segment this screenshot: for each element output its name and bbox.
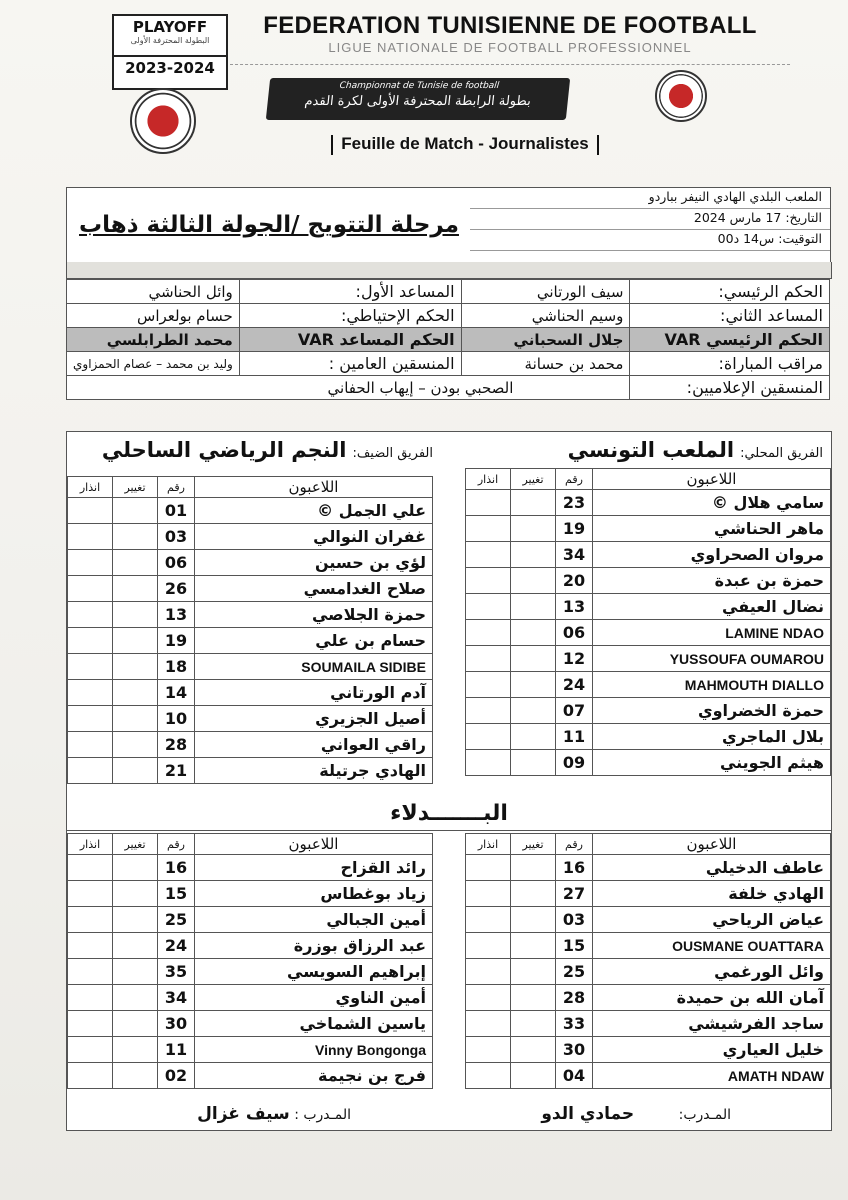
officials-row [67, 304, 830, 328]
official-value: محمد بن حسانة [461, 352, 630, 376]
player-name: وائل الورغمي [593, 959, 831, 985]
player-row [466, 490, 831, 516]
substitution-cell [113, 758, 158, 784]
warning-cell [466, 1063, 511, 1089]
player-name: Vinny Bongonga [195, 1037, 433, 1063]
warning-column-header: انذار [466, 469, 511, 490]
substitution-cell [511, 855, 556, 881]
official-value: وليد بن محمد – عصام الحمزاوي [67, 352, 240, 376]
player-name: MAHMOUTH DIALLO [593, 672, 831, 698]
player-row [68, 855, 433, 881]
number-column-header: رقم [556, 834, 593, 855]
players-column-header: اللاعبون [195, 477, 433, 498]
warning-cell [68, 881, 113, 907]
player-number: 27 [556, 881, 593, 907]
warning-cell [68, 550, 113, 576]
player-number: 13 [158, 602, 195, 628]
substitution-cell [511, 646, 556, 672]
player-name: عياض الرياحي [593, 907, 831, 933]
official-value: وائل الحناشي [67, 280, 240, 304]
player-row [68, 576, 433, 602]
player-name: نضال العيفي [593, 594, 831, 620]
player-number: 19 [158, 628, 195, 654]
ftf-logo-icon [130, 88, 196, 154]
substitution-cell [113, 706, 158, 732]
warning-cell [68, 933, 113, 959]
player-name: رائد القزاح [195, 855, 433, 881]
divider [230, 64, 790, 65]
player-name: غفران النوالي [195, 524, 433, 550]
official-label: المنسقين العامين : [239, 352, 461, 376]
warning-cell [68, 498, 113, 524]
player-name: مروان الصحراوي [593, 542, 831, 568]
home-coach-name: حمادي الدو [541, 1104, 635, 1124]
home-coach-label: المـدرب: [678, 1107, 731, 1123]
player-row [466, 1063, 831, 1089]
warning-cell [466, 1037, 511, 1063]
championship-banner [266, 78, 570, 120]
warning-cell [466, 855, 511, 881]
warning-cell [466, 907, 511, 933]
player-number: 04 [556, 1063, 593, 1089]
warning-cell [68, 654, 113, 680]
player-name: YUSSOUFA OUMAROU [593, 646, 831, 672]
warning-cell [466, 620, 511, 646]
player-row [68, 524, 433, 550]
official-label: الحكم الرئيسي VAR [630, 328, 830, 352]
players-column-header: اللاعبون [593, 469, 831, 490]
warning-cell [466, 1011, 511, 1037]
player-number: 03 [158, 524, 195, 550]
player-number: 30 [158, 1011, 195, 1037]
warning-cell [466, 490, 511, 516]
player-number: 35 [158, 959, 195, 985]
warning-cell [68, 602, 113, 628]
substitution-cell [113, 1063, 158, 1089]
substitution-cell [113, 985, 158, 1011]
player-name: أمين الناوي [195, 985, 433, 1011]
warning-cell [466, 724, 511, 750]
substitution-cell [511, 490, 556, 516]
players-header-row [466, 834, 831, 855]
players-header-row [68, 834, 433, 855]
substitution-cell [113, 959, 158, 985]
warning-cell [68, 758, 113, 784]
player-row [466, 1011, 831, 1037]
player-row [68, 654, 433, 680]
player-number: 28 [556, 985, 593, 1011]
home-team-label: الفريق المحلي: [740, 446, 823, 461]
official-value-text: الصحبي بودن – إيهاب الحفاني [327, 378, 514, 397]
player-number: 34 [158, 985, 195, 1011]
player-number: 19 [556, 516, 593, 542]
substitution-cell [511, 959, 556, 985]
player-row [68, 628, 433, 654]
substitution-cell [511, 672, 556, 698]
player-name: ماهر الحناشي [593, 516, 831, 542]
player-name: خليل العياري [593, 1037, 831, 1063]
warning-cell [68, 855, 113, 881]
player-row [68, 758, 433, 784]
player-name: LAMINE NDAO [593, 620, 831, 646]
official-label: مراقب المباراة: [630, 352, 830, 376]
player-number: 25 [158, 907, 195, 933]
substitution-cell [511, 1063, 556, 1089]
player-name: حمزة الخضراوي [593, 698, 831, 724]
round-box [66, 187, 472, 263]
separator-row [66, 262, 832, 279]
player-row [466, 516, 831, 542]
player-name: بلال الماجري [593, 724, 831, 750]
substitution-cell [113, 881, 158, 907]
player-row [68, 680, 433, 706]
official-value: محمد الطرابلسي [67, 328, 240, 352]
league-logo-icon [655, 70, 707, 122]
number-column-header: رقم [158, 477, 195, 498]
substitution-cell [511, 1011, 556, 1037]
warning-cell [68, 628, 113, 654]
warning-cell [68, 680, 113, 706]
player-name: أصيل الجزيري [195, 706, 433, 732]
player-row [466, 750, 831, 776]
player-name: أمين الجبالي [195, 907, 433, 933]
player-name: حمزة بن عبدة [593, 568, 831, 594]
venue-box [470, 187, 831, 263]
home-subs-table [465, 833, 831, 1089]
player-number: 11 [556, 724, 593, 750]
player-row [466, 672, 831, 698]
player-row [466, 646, 831, 672]
player-name: الهادي خلفة [593, 881, 831, 907]
player-number: 07 [556, 698, 593, 724]
away-team-header [102, 438, 433, 462]
player-number: 25 [556, 959, 593, 985]
away-coach-label: المـدرب : [294, 1107, 351, 1123]
home-starters-table [465, 468, 831, 776]
player-number: 13 [556, 594, 593, 620]
substitution-cell [113, 907, 158, 933]
player-name: آمان الله بن حميدة [593, 985, 831, 1011]
official-label: المساعد الأول: [239, 280, 461, 304]
player-name: عبد الرزاق بوزرة [195, 933, 433, 959]
player-row [466, 594, 831, 620]
venue: الملعب البلدي الهادي النيفر بباردو [470, 188, 830, 209]
player-number: 11 [158, 1037, 195, 1063]
home-team-header [568, 438, 823, 462]
substitution-cell [113, 1011, 158, 1037]
player-row [68, 498, 433, 524]
away-team-name: النجم الرياضي الساحلي [101, 438, 347, 462]
substitution-cell [113, 524, 158, 550]
warning-cell [68, 524, 113, 550]
official-value: وسيم الحناشي [461, 304, 630, 328]
warning-cell [466, 959, 511, 985]
warning-cell [466, 594, 511, 620]
player-name: الهادي جرتيلة [195, 758, 433, 784]
title-bar-left [331, 135, 333, 155]
player-row [68, 1063, 433, 1089]
league-subtitle: LIGUE NATIONALE DE FOOTBALL PROFESSIONNEL [328, 40, 692, 55]
official-label: المساعد الثاني: [630, 304, 830, 328]
player-name: علي الجمل © [195, 498, 433, 524]
officials-row [67, 352, 830, 376]
player-name: ياسين الشماخي [195, 1011, 433, 1037]
substitution-cell [511, 568, 556, 594]
player-name: عاطف الدخيلي [593, 855, 831, 881]
player-row [68, 732, 433, 758]
substitution-cell [511, 620, 556, 646]
document-title [280, 134, 650, 155]
substitution-cell [511, 933, 556, 959]
official-label: المنسقين الإعلاميين: [630, 376, 830, 400]
player-name: هيثم الجويني [593, 750, 831, 776]
warning-cell [466, 542, 511, 568]
kickoff-time: التوقيت: س14 د00 [470, 230, 830, 251]
substitution-cell [113, 602, 158, 628]
warning-cell [466, 672, 511, 698]
player-name: SOUMAILA SIDIBE [195, 654, 433, 680]
official-label: الحكم الإحتياطي: [239, 304, 461, 328]
number-column-header: رقم [158, 834, 195, 855]
player-number: 15 [556, 933, 593, 959]
warning-cell [466, 933, 511, 959]
warning-cell [466, 985, 511, 1011]
officials-row [67, 376, 830, 400]
away-team-label: الفريق الضيف: [352, 446, 433, 461]
away-coach [197, 1104, 351, 1124]
substitution-cell [113, 933, 158, 959]
playoff-badge [112, 14, 228, 90]
substitution-cell [113, 855, 158, 881]
warning-cell [68, 576, 113, 602]
warning-cell [466, 646, 511, 672]
player-row [466, 985, 831, 1011]
official-value [67, 376, 630, 400]
player-row [466, 855, 831, 881]
player-name: حسام بن علي [195, 628, 433, 654]
player-number: 15 [158, 881, 195, 907]
player-row [68, 881, 433, 907]
warning-cell [68, 985, 113, 1011]
substitution-cell [113, 1037, 158, 1063]
home-team-name: الملعب التونسي [567, 438, 735, 462]
badge-title: PLAYOFF [132, 18, 208, 36]
player-number: 16 [158, 855, 195, 881]
player-row [466, 542, 831, 568]
player-name: حمزة الجلاصي [195, 602, 433, 628]
substitution-cell [511, 1037, 556, 1063]
player-number: 03 [556, 907, 593, 933]
away-coach-name: سيف غزال [197, 1104, 290, 1124]
match-date: التاريخ: 17 مارس 2024 [470, 209, 830, 230]
warning-cell [68, 1037, 113, 1063]
player-row [466, 568, 831, 594]
player-number: 06 [556, 620, 593, 646]
warning-cell [68, 1063, 113, 1089]
official-value: حسام بولعراس [67, 304, 240, 328]
player-name: إبراهيم السويسي [195, 959, 433, 985]
player-row [466, 620, 831, 646]
substitution-cell [511, 750, 556, 776]
officials-row [67, 280, 830, 304]
number-column-header: رقم [556, 469, 593, 490]
player-name: OUSMANE OUATTARA [593, 933, 831, 959]
players-header-row [68, 477, 433, 498]
player-row [466, 881, 831, 907]
officials-table [66, 279, 830, 400]
player-number: 30 [556, 1037, 593, 1063]
substitution-cell [511, 516, 556, 542]
substitution-cell [113, 498, 158, 524]
player-number: 02 [158, 1063, 195, 1089]
player-row [68, 959, 433, 985]
player-row [68, 933, 433, 959]
player-name: AMATH NDAW [593, 1063, 831, 1089]
substitution-cell [511, 594, 556, 620]
substitution-cell [511, 724, 556, 750]
substitution-cell [113, 680, 158, 706]
player-number: 24 [158, 933, 195, 959]
player-row [68, 706, 433, 732]
season: 2023-2024 [114, 55, 226, 77]
player-name: فرج بن نجيمة [195, 1063, 433, 1089]
players-column-header: اللاعبون [593, 834, 831, 855]
player-number: 33 [556, 1011, 593, 1037]
substitution-cell [511, 542, 556, 568]
substitutes-section [66, 830, 832, 1102]
substitution-cell [113, 550, 158, 576]
player-row [68, 550, 433, 576]
substitution-column-header: تغيير [113, 834, 158, 855]
player-row [68, 1011, 433, 1037]
warning-cell [68, 959, 113, 985]
starters-section [66, 431, 832, 799]
substitutes-title: البـــــــدلاء [66, 797, 832, 832]
warning-cell [466, 881, 511, 907]
players-header-row [466, 469, 831, 490]
title-bar-right [597, 135, 599, 155]
official-label: الحكم المساعد VAR [239, 328, 461, 352]
player-row [466, 959, 831, 985]
player-row [68, 602, 433, 628]
substitution-cell [511, 881, 556, 907]
warning-cell [466, 568, 511, 594]
player-number: 01 [158, 498, 195, 524]
player-number: 23 [556, 490, 593, 516]
player-name: زياد بوغطاس [195, 881, 433, 907]
player-number: 14 [158, 680, 195, 706]
warning-column-header: انذار [466, 834, 511, 855]
warning-cell [466, 516, 511, 542]
player-number: 21 [158, 758, 195, 784]
player-number: 20 [556, 568, 593, 594]
away-subs-table [67, 833, 433, 1089]
substitution-column-header: تغيير [511, 834, 556, 855]
player-row [466, 724, 831, 750]
warning-cell [68, 706, 113, 732]
warning-cell [68, 1011, 113, 1037]
player-number: 16 [556, 855, 593, 881]
player-row [68, 1037, 433, 1063]
official-label: الحكم الرئيسي: [630, 280, 830, 304]
federation-title: FEDERATION TUNISIENNE DE FOOTBALL [263, 12, 757, 39]
player-number: 06 [158, 550, 195, 576]
warning-cell [68, 907, 113, 933]
player-row [466, 1037, 831, 1063]
substitution-column-header: تغيير [511, 469, 556, 490]
player-row [466, 907, 831, 933]
warning-column-header: انذار [68, 834, 113, 855]
player-name: سامي هلال © [593, 490, 831, 516]
officials-row-var [67, 328, 830, 352]
player-row [68, 985, 433, 1011]
round-title: مرحلة التتويج /الجولة الثالثة ذهاب [79, 212, 459, 238]
banner-ar: بطولة الرابطة المحترفة الأولى لكرة القدم [303, 94, 532, 109]
official-value: جلال السحباني [461, 328, 630, 352]
official-value: سيف الورتاني [461, 280, 630, 304]
substitution-cell [113, 576, 158, 602]
coaches-row [66, 1100, 832, 1131]
home-coach [541, 1104, 731, 1124]
player-number: 12 [556, 646, 593, 672]
player-number: 26 [158, 576, 195, 602]
badge-subtitle: البطولة المحترفة الأولى [130, 36, 210, 45]
document-title-text: Feuille de Match - Journalistes [341, 134, 589, 153]
player-number: 18 [158, 654, 195, 680]
substitution-cell [113, 654, 158, 680]
player-name: آدم الورتاني [195, 680, 433, 706]
warning-column-header: انذار [68, 477, 113, 498]
player-name: صلاح الغدامسي [195, 576, 433, 602]
player-row [466, 698, 831, 724]
substitution-cell [113, 732, 158, 758]
player-number: 09 [556, 750, 593, 776]
players-column-header: اللاعبون [195, 834, 433, 855]
substitution-cell [511, 985, 556, 1011]
warning-cell [466, 698, 511, 724]
banner-fr: Championnat de Tunisie de football [339, 81, 500, 91]
warning-cell [466, 750, 511, 776]
player-name: راقي العواني [195, 732, 433, 758]
player-name: ساجد الفرشيشي [593, 1011, 831, 1037]
substitution-cell [113, 628, 158, 654]
substitution-column-header: تغيير [113, 477, 158, 498]
player-number: 24 [556, 672, 593, 698]
away-starters-table [67, 476, 433, 784]
player-name: لؤي بن حسين [195, 550, 433, 576]
player-number: 34 [556, 542, 593, 568]
player-number: 28 [158, 732, 195, 758]
warning-cell [68, 732, 113, 758]
player-number: 10 [158, 706, 195, 732]
substitution-cell [511, 907, 556, 933]
player-row [466, 933, 831, 959]
player-row [68, 907, 433, 933]
substitution-cell [511, 698, 556, 724]
